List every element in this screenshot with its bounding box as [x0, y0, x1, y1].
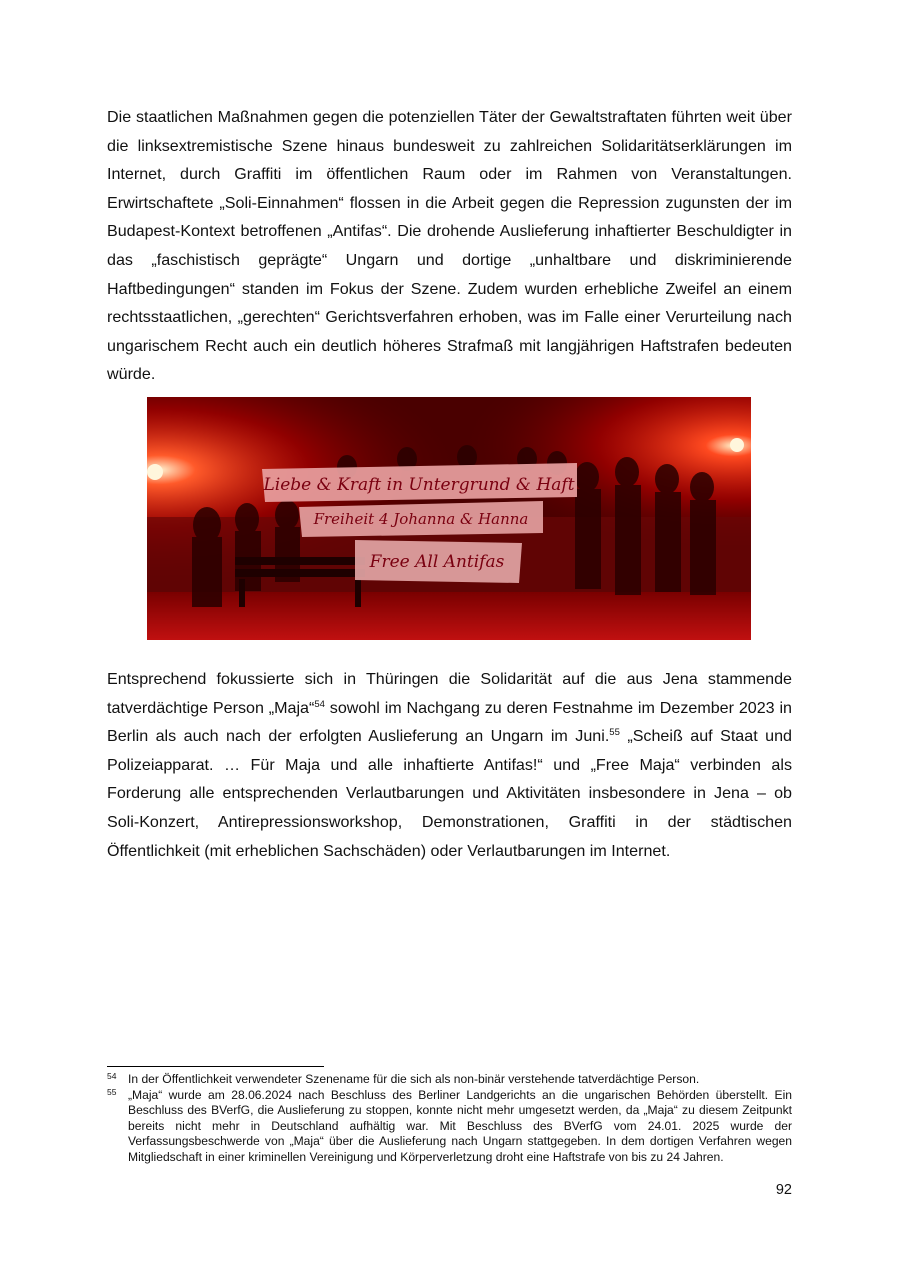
demonstration-photo: [147, 397, 751, 640]
footnote-55: [107, 1088, 792, 1166]
footnotes: [107, 1072, 792, 1165]
footnote-ref-54[interactable]: 54: [314, 698, 325, 710]
svg-text:Freiheit 4 Johanna & Hanna: Freiheit 4 Johanna & Hanna: [313, 510, 529, 528]
page-number: 92: [775, 1182, 792, 1198]
body-paragraph-1: Die staatlichen Maßnahmen gegen die potenziellen Täter der Gewaltstraftaten führten weit über die linksextremistische Szene hinaus bundesweit zu zahlreichen Solidaritätserklärungen im Internet, durch Graffiti im öffentlichen Raum oder im Rahmen von Veranstaltungen. Erwirtschaftete „Soli-Einnahmen“ flossen in die Arbeit gegen die Repression zugunsten der im Budapest-Kontext betroffenen „Antifas“. Die drohende Auslieferung inhaftierter Beschuldigter in das „faschistisch geprägte“ Ungarn und dortige „unhaltbare und diskriminierende Haftbedingungen“ standen im Fokus der Szene. Zudem wurden erhebliche Zweifel an einem rechtsstaatlichen, „gerechten“ Gerichtsverfahren erhoben, was im Falle einer Verurteilung nach ungarischem Recht auch ein deutlich höheres Strafmaß mit langjährigen Haftstrafen bedeuten würde.: [107, 108, 792, 384]
paragraph-2-text-b: sowohl im Nachgang zu deren Festnahme im Dezember 2023 in Berlin als auch nach der erfolgten Auslieferung an Ungarn im Juni.: [107, 698, 792, 746]
banner-2: [299, 501, 543, 537]
footnote-number: 55: [107, 1086, 117, 1097]
svg-text:Free All Antifas: Free All Antifas: [369, 552, 505, 572]
paragraph-2-text-c: „Scheiß auf Staat und Polizeiapparat. … Für Maja und alle inhaftierte Antifas!“ und „Free Maja“ verbinden als Forderung alle entsprechenden Verlautbarungen und Aktivitäten insbesondere in Jena – ob Soli-Konzert, Antirepressionsworkshop, Demonstrationen, Graffiti in der städtischen Öffentlichkeit (mit erheblichen Sachschäden) oder Verlautbarungen im Internet.: [107, 727, 792, 860]
paragraph-2-text-a: Entsprechend fokussierte sich in Thüringen die Solidarität auf die aus Jena stammende tatverdächtige Person „Maja“: [107, 670, 792, 717]
banner-3: [355, 540, 522, 583]
footnote-54: [107, 1072, 792, 1088]
footnote-ref-55[interactable]: 55: [609, 727, 620, 739]
footnote-number: 54: [107, 1071, 117, 1081]
footnote-separator: [107, 1066, 324, 1067]
footnote-text: „Maja“ wurde am 28.06.2024 nach Beschluss des Berliner Landgerichts an die ungarischen Behörden überstellt. Ein Beschluss des BVerfG, die Auslieferung zu stoppen, konnte nicht mehr umgesetzt werden, da „Maja“ zu diesem Zeitpunkt bereits nicht mehr in Deutschland aufhältig war. Mit Beschluss des BVerfG vom 24.01. 2025 wurde der Verfassungsbeschwerde von „Maja“ über die Auslieferung nach Ungarn stattgegeben. In dem dortigen Verfahren wegen Mitgliedschaft in einer kriminellen Vereinigung und Körperverletzung droht eine Haftstrafe von bis zu 24 Jahren.: [128, 1087, 792, 1164]
body-paragraph-2: [107, 665, 792, 865]
footnote-text: In der Öffentlichkeit verwendeter Szenename für die sich als non-binär verstehende tatverdächtige Person.: [128, 1072, 700, 1086]
svg-text:Liebe & Kraft in Untergrund &: Liebe & Kraft in Untergrund & Haft: [263, 475, 575, 495]
banner-1: [262, 463, 577, 502]
